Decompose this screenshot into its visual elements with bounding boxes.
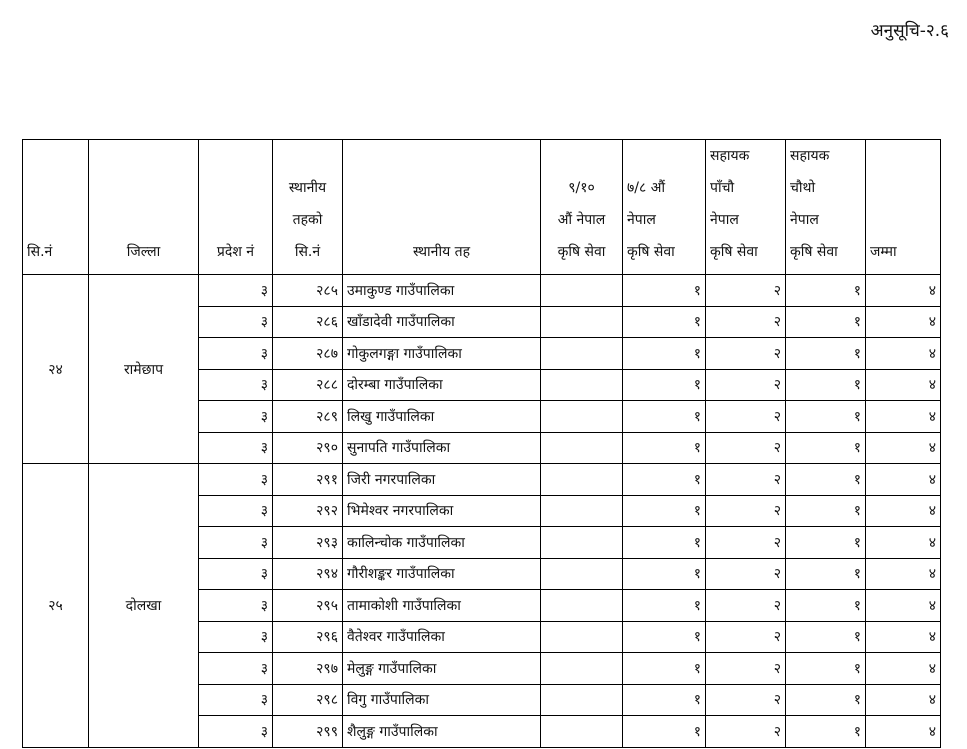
- cell-level-9-10: [541, 369, 623, 401]
- cell-level-9-10: [541, 558, 623, 590]
- cell-local-level: खाँडादेवी गाउँपालिका: [343, 306, 541, 338]
- cell-total: ४: [866, 558, 941, 590]
- cell-level-9-10: [541, 495, 623, 527]
- cell-local-level: सुनापति गाउँपालिका: [343, 432, 541, 464]
- cell-province: ३: [199, 653, 273, 685]
- cell-total: ४: [866, 684, 941, 716]
- cell-local-level: वैतेश्वर गाउँपालिका: [343, 621, 541, 653]
- cell-assistant-5: २: [706, 590, 786, 622]
- cell-province: ३: [199, 716, 273, 748]
- cell-local-sn: २९४: [273, 558, 343, 590]
- table-row: [23, 275, 941, 307]
- cell-total: ४: [866, 716, 941, 748]
- cell-total: ४: [866, 464, 941, 496]
- cell-level-9-10: [541, 527, 623, 559]
- cell-province: ३: [199, 495, 273, 527]
- cell-assistant-5: २: [706, 527, 786, 559]
- cell-assistant-4: १: [786, 338, 866, 370]
- cell-level-7-8: १: [623, 432, 706, 464]
- cell-local-level: भिमेश्वर नगरपालिका: [343, 495, 541, 527]
- cell-total: ४: [866, 590, 941, 622]
- cell-assistant-4: १: [786, 432, 866, 464]
- cell-level-9-10: [541, 401, 623, 433]
- cell-assistant-4: १: [786, 558, 866, 590]
- cell-assistant-4: १: [786, 621, 866, 653]
- cell-level-7-8: १: [623, 558, 706, 590]
- cell-level-7-8: १: [623, 464, 706, 496]
- cell-province: ३: [199, 464, 273, 496]
- cell-local-sn: २८८: [273, 369, 343, 401]
- cell-total: ४: [866, 621, 941, 653]
- cell-level-9-10: [541, 590, 623, 622]
- cell-district: दोलखा: [89, 464, 199, 748]
- cell-province: ३: [199, 590, 273, 622]
- cell-assistant-5: २: [706, 621, 786, 653]
- cell-province: ३: [199, 684, 273, 716]
- cell-local-level: शैलुङ्ग गाउँपालिका: [343, 716, 541, 748]
- cell-province: ३: [199, 401, 273, 433]
- cell-assistant-4: १: [786, 275, 866, 307]
- cell-level-9-10: [541, 716, 623, 748]
- cell-province: ३: [199, 338, 273, 370]
- cell-local-sn: २८७: [273, 338, 343, 370]
- header-assistant-4: सहायक चौथो नेपाल कृषि सेवा: [786, 140, 866, 275]
- staffing-table: [22, 139, 941, 748]
- cell-level-9-10: [541, 621, 623, 653]
- cell-local-sn: २८६: [273, 306, 343, 338]
- cell-total: ४: [866, 527, 941, 559]
- cell-local-level: जिरी नगरपालिका: [343, 464, 541, 496]
- header-level-9-10: ९/१० औं नेपाल कृषि सेवा: [541, 140, 623, 275]
- cell-local-level: विगु गाउँपालिका: [343, 684, 541, 716]
- cell-local-sn: २८९: [273, 401, 343, 433]
- header-level-7-8: ७/८ औं नेपाल कृषि सेवा: [623, 140, 706, 275]
- cell-assistant-5: २: [706, 684, 786, 716]
- header-district: जिल्ला: [89, 140, 199, 275]
- cell-level-9-10: [541, 338, 623, 370]
- cell-assistant-4: १: [786, 495, 866, 527]
- cell-assistant-5: २: [706, 653, 786, 685]
- cell-province: ३: [199, 527, 273, 559]
- cell-level-7-8: १: [623, 653, 706, 685]
- cell-assistant-4: १: [786, 401, 866, 433]
- cell-sn: २४: [23, 275, 89, 464]
- cell-level-7-8: १: [623, 369, 706, 401]
- cell-assistant-5: २: [706, 432, 786, 464]
- cell-assistant-4: १: [786, 306, 866, 338]
- cell-assistant-5: २: [706, 716, 786, 748]
- cell-level-9-10: [541, 306, 623, 338]
- cell-province: ३: [199, 432, 273, 464]
- cell-assistant-4: १: [786, 590, 866, 622]
- cell-local-level: मेलुङ्ग गाउँपालिका: [343, 653, 541, 685]
- cell-level-9-10: [541, 464, 623, 496]
- cell-local-level: गौरीशङ्कर गाउँपालिका: [343, 558, 541, 590]
- cell-province: ३: [199, 275, 273, 307]
- cell-assistant-5: २: [706, 306, 786, 338]
- cell-assistant-4: १: [786, 684, 866, 716]
- cell-local-sn: २९२: [273, 495, 343, 527]
- cell-total: ४: [866, 306, 941, 338]
- cell-local-sn: २९७: [273, 653, 343, 685]
- cell-level-7-8: १: [623, 306, 706, 338]
- header-local-sn: स्थानीय तहको सि.नं: [273, 140, 343, 275]
- cell-assistant-5: २: [706, 495, 786, 527]
- cell-assistant-5: २: [706, 401, 786, 433]
- cell-assistant-4: १: [786, 716, 866, 748]
- cell-level-7-8: १: [623, 275, 706, 307]
- table-body: [23, 275, 941, 748]
- cell-local-level: उमाकुण्ड गाउँपालिका: [343, 275, 541, 307]
- cell-level-7-8: १: [623, 621, 706, 653]
- header-province: प्रदेश नं: [199, 140, 273, 275]
- cell-assistant-5: २: [706, 558, 786, 590]
- cell-assistant-5: २: [706, 338, 786, 370]
- cell-province: ३: [199, 306, 273, 338]
- cell-level-7-8: १: [623, 495, 706, 527]
- cell-assistant-5: २: [706, 275, 786, 307]
- cell-level-7-8: १: [623, 338, 706, 370]
- cell-level-9-10: [541, 684, 623, 716]
- cell-total: ४: [866, 653, 941, 685]
- cell-level-9-10: [541, 432, 623, 464]
- header-row: [23, 140, 941, 275]
- header-assistant-5: सहायक पाँचौ नेपाल कृषि सेवा: [706, 140, 786, 275]
- cell-total: ४: [866, 275, 941, 307]
- annex-reference: अनुसूचि-२.६: [870, 21, 949, 41]
- cell-province: ३: [199, 369, 273, 401]
- cell-total: ४: [866, 401, 941, 433]
- cell-total: ४: [866, 495, 941, 527]
- cell-local-level: गोकुलगङ्गा गाउँपालिका: [343, 338, 541, 370]
- cell-level-7-8: १: [623, 527, 706, 559]
- cell-level-7-8: १: [623, 401, 706, 433]
- cell-local-level: तामाकोशी गाउँपालिका: [343, 590, 541, 622]
- cell-local-sn: २९१: [273, 464, 343, 496]
- cell-local-sn: २९३: [273, 527, 343, 559]
- cell-assistant-5: २: [706, 369, 786, 401]
- cell-local-level: लिखु गाउँपालिका: [343, 401, 541, 433]
- cell-level-7-8: १: [623, 590, 706, 622]
- cell-assistant-4: १: [786, 527, 866, 559]
- cell-local-level: कालिन्चोक गाउँपालिका: [343, 527, 541, 559]
- cell-assistant-4: १: [786, 369, 866, 401]
- cell-local-sn: २९५: [273, 590, 343, 622]
- cell-local-sn: २९०: [273, 432, 343, 464]
- cell-level-9-10: [541, 275, 623, 307]
- cell-level-9-10: [541, 653, 623, 685]
- cell-province: ३: [199, 558, 273, 590]
- cell-sn: २५: [23, 464, 89, 748]
- cell-total: ४: [866, 338, 941, 370]
- cell-assistant-4: १: [786, 653, 866, 685]
- cell-level-7-8: १: [623, 684, 706, 716]
- cell-local-sn: २९९: [273, 716, 343, 748]
- cell-district: रामेछाप: [89, 275, 199, 464]
- cell-assistant-5: २: [706, 464, 786, 496]
- cell-total: ४: [866, 432, 941, 464]
- header-sn: सि.नं: [23, 140, 89, 275]
- cell-local-level: दोरम्बा गाउँपालिका: [343, 369, 541, 401]
- cell-local-sn: २९६: [273, 621, 343, 653]
- cell-province: ३: [199, 621, 273, 653]
- cell-local-sn: २९८: [273, 684, 343, 716]
- header-total: जम्मा: [866, 140, 941, 275]
- cell-level-7-8: १: [623, 716, 706, 748]
- cell-total: ४: [866, 369, 941, 401]
- table-row: [23, 464, 941, 496]
- header-local-level: स्थानीय तह: [343, 140, 541, 275]
- cell-assistant-4: १: [786, 464, 866, 496]
- cell-local-sn: २८५: [273, 275, 343, 307]
